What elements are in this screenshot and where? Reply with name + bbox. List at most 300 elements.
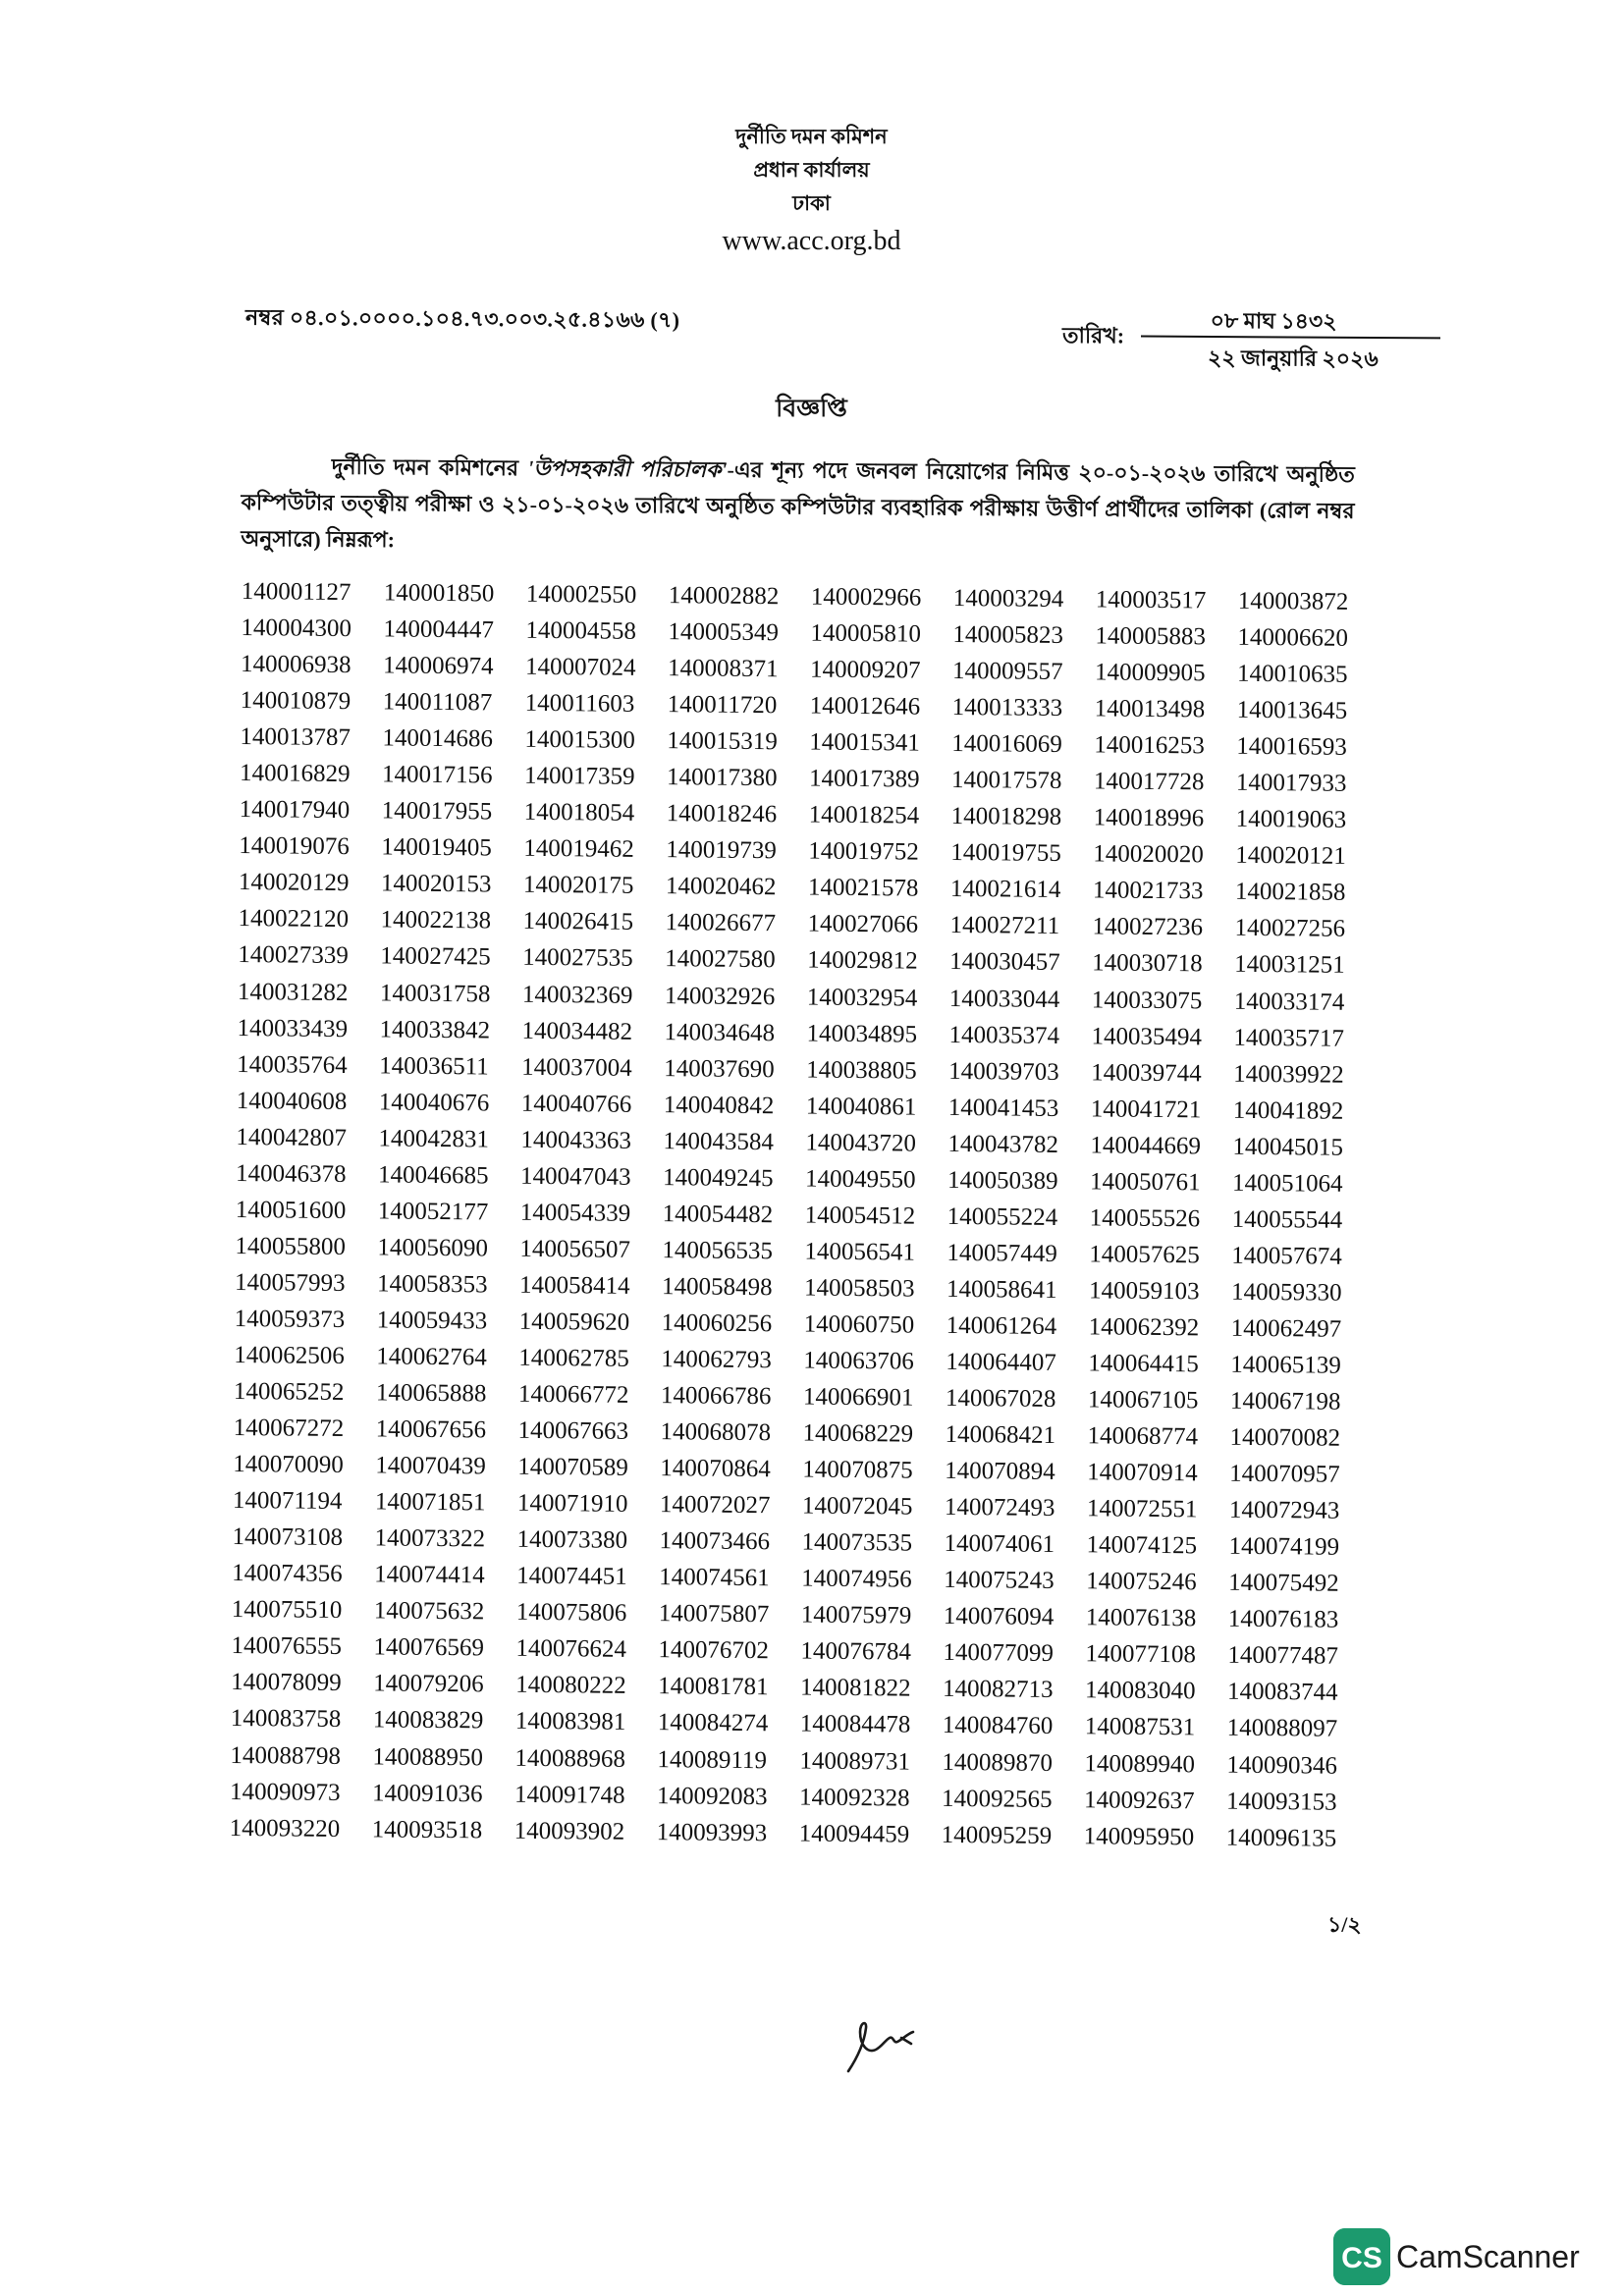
roll-number: 140041453 <box>947 1094 1059 1122</box>
roll-number: 140013333 <box>951 694 1063 722</box>
roll-number: 140075979 <box>800 1601 912 1629</box>
roll-number: 140093518 <box>371 1815 483 1844</box>
roll-number: 140065888 <box>375 1379 487 1408</box>
roll-number: 140070894 <box>945 1458 1055 1486</box>
office-name: প্রধান কার্যালয় <box>753 158 870 182</box>
roll-number: 140008371 <box>667 655 779 683</box>
roll-number: 140029812 <box>807 947 918 976</box>
roll-number: 140009207 <box>809 656 921 684</box>
letterhead <box>0 120 1623 261</box>
roll-number: 140017380 <box>666 764 778 792</box>
roll-number: 140027580 <box>665 945 776 974</box>
roll-number: 140062793 <box>661 1346 772 1374</box>
roll-number: 140035764 <box>237 1050 348 1079</box>
roll-number: 140030718 <box>1092 949 1203 978</box>
roll-number: 140058353 <box>376 1270 488 1299</box>
roll-number: 140070589 <box>517 1453 628 1481</box>
roll-number: 140093902 <box>514 1817 625 1845</box>
roll-number: 140052177 <box>377 1198 489 1226</box>
roll-number: 140005349 <box>668 618 780 647</box>
roll-number: 140017728 <box>1093 768 1205 796</box>
roll-number: 140013645 <box>1236 696 1348 724</box>
city-name: ঢাকা <box>792 191 831 215</box>
cs-logo-graphic <box>1333 2228 1390 2285</box>
roll-number: 140070914 <box>1087 1459 1198 1487</box>
roll-number: 140002966 <box>810 583 922 612</box>
roll-number: 140062785 <box>518 1344 629 1372</box>
roll-number: 140058498 <box>661 1273 773 1302</box>
roll-number: 140017578 <box>950 767 1062 795</box>
roll-number: 140013498 <box>1094 695 1206 723</box>
roll-number: 140040766 <box>520 1090 632 1118</box>
roll-number: 140016593 <box>1236 732 1347 762</box>
roll-number: 140034895 <box>806 1020 918 1048</box>
date-block <box>1061 301 1379 374</box>
roll-number: 140062506 <box>234 1341 345 1370</box>
roll-number: 140031758 <box>379 979 491 1007</box>
roll-number: 140082713 <box>942 1676 1054 1704</box>
roll-number: 140049245 <box>662 1163 774 1192</box>
roll-number: 140040608 <box>236 1087 348 1115</box>
roll-number: 140071910 <box>516 1489 628 1518</box>
roll-number: 140031251 <box>1234 951 1345 980</box>
roll-number: 140093153 <box>1225 1788 1337 1816</box>
roll-number: 140040676 <box>378 1089 490 1117</box>
roll-number: 140076555 <box>231 1632 343 1661</box>
roll-number: 140022120 <box>238 905 350 934</box>
roll-number: 140054512 <box>804 1201 916 1230</box>
roll-number: 140060750 <box>803 1310 915 1339</box>
roll-number: 140091036 <box>371 1779 483 1807</box>
roll-number: 140089731 <box>799 1747 911 1776</box>
roll-number: 140076569 <box>373 1633 485 1662</box>
roll-number: 140095950 <box>1083 1822 1195 1850</box>
roll-number: 140073322 <box>374 1524 486 1553</box>
roll-number: 140092565 <box>941 1785 1053 1813</box>
roll-number: 140026415 <box>522 908 634 936</box>
roll-number: 140088968 <box>514 1744 626 1773</box>
org-name: দুর্নীতি দমন কমিশন <box>735 125 888 148</box>
roll-number: 140059103 <box>1088 1277 1200 1306</box>
roll-number: 140075243 <box>944 1567 1055 1595</box>
roll-number: 140005823 <box>952 621 1064 650</box>
roll-number: 140015341 <box>809 728 920 757</box>
roll-number: 140005810 <box>810 619 922 648</box>
roll-number: 140073108 <box>232 1523 344 1552</box>
roll-number: 140081781 <box>658 1673 769 1701</box>
roll-number: 140074125 <box>1086 1531 1198 1560</box>
roll-number: 140074956 <box>801 1565 912 1593</box>
roll-number: 140019755 <box>950 839 1061 868</box>
roll-number: 140035494 <box>1091 1022 1203 1050</box>
roll-number: 140070957 <box>1229 1460 1340 1488</box>
roll-number: 140001850 <box>383 579 495 608</box>
roll-number: 140073535 <box>801 1528 913 1557</box>
roll-number: 140018246 <box>666 800 778 828</box>
roll-number: 140033174 <box>1233 988 1345 1016</box>
roll-number: 140071851 <box>374 1488 486 1517</box>
roll-number: 140011720 <box>667 691 778 720</box>
roll-number: 140019752 <box>808 837 919 866</box>
signature-image <box>842 2014 921 2075</box>
roll-number: 140037004 <box>521 1053 632 1082</box>
roll-number: 140057449 <box>947 1239 1058 1267</box>
notice-body <box>241 448 1355 565</box>
roll-number: 140006974 <box>382 652 494 680</box>
roll-number: 140089870 <box>942 1748 1054 1777</box>
roll-number: 140083744 <box>1226 1679 1338 1707</box>
camscanner-brand: CamScanner <box>1396 2238 1580 2274</box>
roll-number: 140058641 <box>946 1275 1057 1304</box>
roll-number: 140021858 <box>1234 879 1346 907</box>
roll-number: 140015300 <box>524 725 636 755</box>
roll-number: 140090973 <box>229 1778 341 1806</box>
roll-number: 140033044 <box>948 985 1060 1013</box>
roll-number: 140057625 <box>1089 1241 1201 1269</box>
roll-number: 140075807 <box>658 1600 770 1629</box>
roll-number: 140009905 <box>1094 659 1206 687</box>
roll-number: 140094459 <box>798 1820 910 1848</box>
date-bangla: ০৮ মাঘ ১৪৩২ <box>1210 307 1337 334</box>
roll-number: 140016069 <box>951 730 1062 759</box>
roll-number: 140088950 <box>372 1742 484 1771</box>
roll-number: 140073466 <box>659 1527 771 1556</box>
roll-number: 140019462 <box>523 835 634 864</box>
roll-number: 140093993 <box>656 1818 768 1846</box>
roll-number: 140021614 <box>949 876 1061 904</box>
roll-number: 140019076 <box>239 832 350 861</box>
roll-number: 140019405 <box>381 833 492 862</box>
roll-number: 140067028 <box>945 1384 1056 1414</box>
roll-number: 140011603 <box>524 689 635 718</box>
roll-number: 140070864 <box>660 1455 771 1483</box>
roll-number: 140070875 <box>802 1456 913 1484</box>
roll-number: 140074199 <box>1228 1532 1340 1561</box>
roll-number: 140020129 <box>238 869 350 897</box>
roll-number: 140043782 <box>947 1130 1059 1158</box>
roll-number: 140075632 <box>373 1597 485 1626</box>
roll-number: 140018996 <box>1093 804 1205 832</box>
roll-number: 140018054 <box>523 799 635 828</box>
roll-number: 140020121 <box>1235 842 1346 871</box>
roll-number: 140076702 <box>658 1636 770 1665</box>
roll-number: 140075806 <box>515 1599 627 1628</box>
roll-number: 140033439 <box>237 1014 349 1042</box>
roll-number: 140049550 <box>804 1165 916 1194</box>
roll-number: 140062392 <box>1088 1313 1200 1342</box>
page-number: ১/২ <box>1327 1912 1362 1937</box>
roll-number: 140066772 <box>517 1380 629 1409</box>
roll-number: 140009557 <box>951 658 1063 686</box>
roll-number: 140017933 <box>1235 769 1347 798</box>
roll-number: 140055544 <box>1231 1205 1343 1234</box>
roll-number: 140013787 <box>240 723 352 752</box>
roll-number: 140076094 <box>943 1603 1055 1631</box>
roll-number: 140041892 <box>1232 1096 1344 1125</box>
roll-number: 140068229 <box>802 1419 914 1448</box>
roll-number: 140092083 <box>656 1782 768 1810</box>
roll-number: 140043584 <box>663 1127 775 1155</box>
roll-number: 140004300 <box>241 614 352 643</box>
roll-number: 140033842 <box>379 1015 491 1044</box>
roll-number: 140087531 <box>1084 1713 1196 1741</box>
roll-number: 140067198 <box>1229 1387 1341 1415</box>
roll-number: 140065252 <box>233 1377 345 1407</box>
roll-number: 140068774 <box>1087 1422 1199 1451</box>
roll-number: 140076183 <box>1227 1606 1339 1634</box>
roll-number: 140040842 <box>663 1091 775 1119</box>
roll-number: 140019063 <box>1235 806 1347 834</box>
notice-text-after: -এর শূন্য পদে জনবল নিয়োগের নিমিত্ত ২০-০১-২০২৬ তারিখে অনুষ্ঠিত কম্পিউটার তত্ত্বীয় পরীক্ষা ও ২১-০১-২০২৬ তারিখে অনুষ্ঠিত কম্পিউটার ব্যবহারিক পরীক্ষায় উত্তীর্ণ প্রার্থীদের তালিকা (রোল নম্বর অনুসারে) নিম্নরূপ: <box>241 456 1355 553</box>
roll-number: 140031282 <box>237 978 349 1006</box>
roll-number: 140088097 <box>1226 1715 1338 1743</box>
roll-number: 140044669 <box>1090 1132 1202 1160</box>
roll-number: 140014686 <box>382 724 494 753</box>
roll-number: 140054339 <box>519 1199 631 1227</box>
roll-number: 140075246 <box>1086 1568 1197 1596</box>
roll-number: 140040861 <box>805 1093 917 1121</box>
roll-number: 140067272 <box>233 1415 345 1443</box>
roll-number: 140060256 <box>661 1309 773 1338</box>
roll-number: 140088798 <box>230 1741 342 1770</box>
notice-text-before: দুর্নীতি দমন কমিশনের <box>331 454 528 481</box>
roll-number: 140074561 <box>659 1564 770 1592</box>
roll-number: 140027256 <box>1234 915 1346 943</box>
roll-number: 140006938 <box>240 651 352 679</box>
roll-number: 140003517 <box>1095 586 1207 614</box>
roll-number: 140002550 <box>525 580 637 609</box>
roll-number: 140059330 <box>1230 1278 1342 1307</box>
roll-number: 140016829 <box>239 760 351 788</box>
roll-number: 140017940 <box>239 796 351 825</box>
roll-number: 140018254 <box>808 801 920 829</box>
roll-number: 140034482 <box>521 1017 633 1045</box>
roll-number: 140077099 <box>943 1639 1055 1668</box>
roll-number: 140046685 <box>377 1161 489 1190</box>
roll-number: 140003872 <box>1237 587 1349 615</box>
roll-number: 140051600 <box>235 1196 347 1224</box>
roll-number: 140075492 <box>1228 1569 1339 1598</box>
roll-number: 140022138 <box>380 906 492 934</box>
roll-number: 140020175 <box>522 872 634 900</box>
roll-number: 140076138 <box>1085 1604 1197 1632</box>
camscanner-watermark <box>1333 2228 1580 2285</box>
roll-number: 140012646 <box>809 692 921 721</box>
roll-number: 140078099 <box>231 1669 342 1697</box>
roll-number: 140059620 <box>518 1308 630 1336</box>
roll-number: 140058414 <box>518 1271 630 1300</box>
roll-number: 140034648 <box>664 1018 776 1046</box>
svg-text:CS: CS <box>1341 2242 1382 2274</box>
roll-number: 140004447 <box>383 615 495 644</box>
roll-number: 140027425 <box>380 942 491 971</box>
roll-number: 140002882 <box>668 582 780 611</box>
roll-number: 140027535 <box>522 944 633 973</box>
roll-number: 140004558 <box>525 616 637 645</box>
roll-number: 140067656 <box>375 1415 487 1444</box>
roll-number: 140074061 <box>944 1530 1055 1559</box>
roll-number: 140059373 <box>234 1305 346 1333</box>
roll-number: 140083981 <box>514 1708 626 1736</box>
roll-number: 140051064 <box>1231 1169 1343 1198</box>
roll-number: 140063706 <box>803 1347 914 1375</box>
roll-number: 140039703 <box>948 1057 1059 1086</box>
roll-number: 140064407 <box>946 1348 1056 1376</box>
roll-number: 140042831 <box>378 1125 490 1153</box>
roll-number: 140092328 <box>798 1784 910 1812</box>
roll-number: 140006620 <box>1237 623 1349 652</box>
roll-number: 140096135 <box>1225 1824 1337 1852</box>
roll-number: 140077487 <box>1227 1642 1339 1671</box>
roll-number: 140020020 <box>1093 840 1204 869</box>
roll-number: 140027066 <box>807 910 919 939</box>
roll-number: 140089940 <box>1084 1749 1196 1778</box>
roll-number: 140027211 <box>949 912 1060 940</box>
roll-number: 140089119 <box>657 1745 768 1774</box>
roll-number: 140055224 <box>947 1202 1058 1231</box>
notice-title: বিজ্ঞপ্তি <box>776 396 847 422</box>
roll-number: 140073380 <box>516 1525 628 1555</box>
roll-number: 140026677 <box>665 909 777 937</box>
roll-number: 140072551 <box>1086 1495 1198 1523</box>
roll-number: 140091748 <box>514 1781 625 1809</box>
roll-number: 140042807 <box>236 1123 348 1151</box>
roll-number: 140017955 <box>381 797 493 826</box>
roll-number: 140065139 <box>1230 1351 1341 1379</box>
roll-number: 140037690 <box>664 1054 775 1083</box>
roll-number: 140056507 <box>519 1235 631 1263</box>
roll-number-table <box>230 573 1380 1857</box>
roll-number: 140093220 <box>229 1814 341 1842</box>
roll-number: 140046378 <box>236 1159 347 1188</box>
roll-number: 140057993 <box>234 1268 346 1297</box>
roll-number: 140070090 <box>233 1451 344 1479</box>
roll-number: 140074356 <box>232 1560 343 1588</box>
roll-number: 140055526 <box>1089 1204 1201 1233</box>
roll-number: 140045015 <box>1232 1133 1344 1161</box>
roll-number: 140062497 <box>1230 1314 1342 1343</box>
roll-number: 140067105 <box>1087 1386 1199 1415</box>
roll-number: 140084478 <box>799 1710 911 1739</box>
roll-number: 140017156 <box>381 761 493 789</box>
memo-number: নম্বর ০৪.০১.০০০০.১০৪.৭৩.০০৩.২৫.৪১৬৬ (৭) <box>244 304 680 333</box>
roll-number: 140043720 <box>805 1129 917 1157</box>
roll-number: 140027236 <box>1092 913 1204 941</box>
roll-number: 140074451 <box>516 1563 627 1591</box>
roll-number: 140072027 <box>659 1491 771 1520</box>
roll-number: 140030457 <box>949 948 1060 977</box>
roll-number: 140083040 <box>1084 1677 1196 1705</box>
roll-number: 140062764 <box>376 1343 487 1371</box>
roll-number: 140079206 <box>373 1670 484 1698</box>
roll-number: 140050389 <box>947 1166 1058 1195</box>
roll-number: 140084760 <box>942 1712 1054 1740</box>
roll-number: 140032369 <box>521 981 633 1009</box>
website: www.acc.org.bd <box>722 226 901 256</box>
roll-number: 140007024 <box>524 653 636 681</box>
roll-number: 140001127 <box>241 577 352 607</box>
roll-number: 140056541 <box>804 1238 916 1266</box>
roll-number: 140066786 <box>660 1382 772 1411</box>
roll-number: 140036511 <box>379 1051 489 1081</box>
roll-number: 140074414 <box>374 1561 485 1589</box>
roll-number: 140092637 <box>1083 1786 1195 1814</box>
roll-number: 140081822 <box>799 1674 911 1703</box>
roll-number: 140018298 <box>950 803 1062 831</box>
roll-number: 140059433 <box>376 1307 488 1335</box>
roll-number: 140035374 <box>948 1021 1060 1049</box>
roll-number: 140068078 <box>660 1418 772 1447</box>
camscanner-logo-icon <box>1333 2228 1390 2285</box>
roll-number: 140017389 <box>808 765 920 793</box>
roll-number: 140033075 <box>1091 986 1203 1014</box>
roll-number: 140072493 <box>944 1494 1055 1522</box>
roll-number: 140080222 <box>515 1672 626 1700</box>
roll-number: 140067663 <box>517 1416 629 1445</box>
roll-number: 140020153 <box>380 870 492 898</box>
roll-number: 140072943 <box>1228 1496 1340 1524</box>
roll-number: 140057674 <box>1231 1242 1342 1270</box>
roll-number: 140032926 <box>664 982 776 1010</box>
roll-number: 140070082 <box>1229 1423 1341 1452</box>
roll-number: 140047043 <box>519 1162 631 1191</box>
roll-number: 140056090 <box>377 1234 489 1262</box>
date-gregorian: ২২ জানুয়ারি ২০২৬ <box>1207 345 1379 372</box>
roll-number: 140084274 <box>657 1709 769 1737</box>
roll-number: 140050761 <box>1089 1168 1201 1197</box>
roll-number: 140056535 <box>662 1236 774 1265</box>
roll-number: 140038805 <box>806 1056 917 1085</box>
roll-number: 140076784 <box>800 1637 912 1666</box>
roll-number: 140035717 <box>1233 1024 1345 1052</box>
roll-number: 140054482 <box>662 1200 774 1229</box>
roll-number: 140027339 <box>238 941 349 970</box>
roll-number: 140061264 <box>946 1311 1057 1340</box>
roll-number: 140058503 <box>803 1274 915 1303</box>
roll-number: 140066901 <box>802 1383 914 1412</box>
roll-number: 140017359 <box>523 763 635 791</box>
roll-number: 140010879 <box>240 687 352 716</box>
roll-number: 140041721 <box>1090 1095 1202 1124</box>
roll-number: 140020462 <box>665 873 777 901</box>
roll-number: 140071194 <box>232 1487 343 1516</box>
roll-number: 140083758 <box>230 1705 342 1734</box>
date-label: তারিখ: <box>1061 323 1125 348</box>
roll-number: 140064415 <box>1088 1350 1199 1378</box>
roll-number: 140032954 <box>806 984 918 1012</box>
roll-number: 140076624 <box>515 1635 627 1664</box>
roll-number: 140083829 <box>372 1706 484 1735</box>
roll-number: 140090346 <box>1226 1751 1338 1780</box>
roll-number: 140077108 <box>1085 1640 1197 1669</box>
roll-number: 140010635 <box>1236 660 1348 688</box>
notice-post-name: 'উপসহকারী পরিচালক' <box>527 455 728 482</box>
roll-number: 140021733 <box>1092 877 1204 905</box>
roll-number: 140019739 <box>666 836 777 865</box>
roll-number: 140016253 <box>1094 731 1205 760</box>
roll-number: 140068421 <box>945 1420 1056 1450</box>
roll-number: 140003294 <box>952 584 1064 614</box>
roll-number: 140072045 <box>801 1492 913 1521</box>
roll-number: 140039744 <box>1091 1058 1202 1088</box>
roll-number: 140039922 <box>1233 1060 1344 1089</box>
roll-number: 140015319 <box>667 727 779 756</box>
roll-number: 140055800 <box>235 1232 347 1260</box>
roll-number: 140070439 <box>375 1452 486 1480</box>
roll-number: 140005883 <box>1095 622 1207 651</box>
roll-number: 140075510 <box>231 1596 343 1625</box>
roll-number: 140095259 <box>941 1821 1053 1849</box>
